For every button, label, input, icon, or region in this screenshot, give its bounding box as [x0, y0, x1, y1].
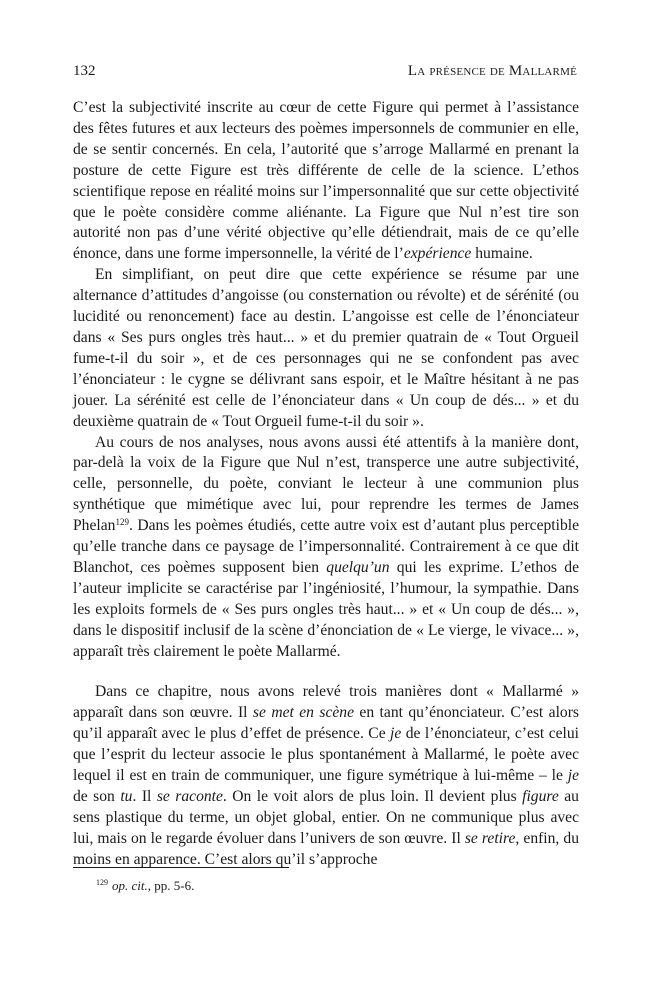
text-run: au sens plastique du terme, un objet global, entier. On ne communique plus avec lui, mais on le regarde évoluer dans l’univers de son œuvre. Il: [73, 788, 579, 847]
italic-text: op. cit.: [112, 878, 148, 893]
text-run: , enfin, du moins en apparence. C’est alors qu’il s’approche: [73, 829, 580, 868]
italic-text: je: [390, 725, 402, 743]
italic-text: quelqu’un: [326, 558, 390, 576]
footnote-reference: 129: [115, 517, 129, 528]
page-header: [73, 62, 577, 80]
footnote-text: [112, 878, 194, 893]
page-number: 132: [73, 63, 96, 79]
paragraph: [73, 98, 579, 265]
footnote-number: 129: [96, 878, 108, 887]
text-run: En simplifiant, on peut dire que cette expérience se résume par une alternance d’attitudes d’angoisse (ou consternation ou révolte) et de sérénité (ou lucidité ou renoncement) face au destin. L’angoisse est celle de l’énonciateur dans « Ses purs ongles très haut... » et du premier quatrain de « Tout Orgueil fume-t-il du soir », et de ces personnages qui ne se confondent pas avec l’énonciateur : le cygne se délivrant sans espoir, et le Maître hésitant à ne pas jouer. La sérénité est celle de l’énonciateur dans « Un coup de dés... » et du deuxième quatrain de « Tout Orgueil fume-t-il du soir ».: [73, 266, 579, 430]
italic-text: tu: [120, 788, 133, 805]
text-run: Dans ce chapitre, nous avons relevé trois manières dont « Mallarmé » apparaît dans son œuvre. Il: [73, 683, 579, 722]
italic-text: se met en scène: [252, 704, 355, 722]
paragraph: [73, 682, 579, 870]
text-run: C’est la subjectivité inscrite au cœur de cette Figure qui permet à l’assistance des fêtes futures et aux lecteurs des poèmes impersonnels de communier en elle, de se sentir concernés. En cela, l’autorité que s’arroge Mallarmé en prenant la posture de cette Figure est très différente de celle de la science. L’ethos scientifique repose en réalité moins sur l’impersonnalité que sur cette objectivité que le poète considère comme aliénante. La Figure que Nul n’est tire son autorité non pas d’une vérité objective qu’elle détiendrait, mais de ce qu’elle énonce, dans une forme impersonnelle, la vérité de l’: [73, 99, 579, 263]
text-run: , pp. 5-6.: [147, 878, 195, 893]
paragraph: [73, 265, 579, 432]
text-run: humaine.: [471, 245, 533, 263]
paragraph: [73, 433, 579, 663]
italic-text: je: [567, 767, 579, 785]
text-run: en tant qu’énonciateur. C’est alors qu’il apparaît avec le plus d’effet de présence. Ce: [73, 704, 579, 743]
text-run: Au cours de nos analyses, nous avons aussi été attentifs à la manière dont, par-delà la voix de la Figure que Nul n’est, transperce une autre subjectivité, celle, personnelle, du poète, conviant le lecteur à une communion plus synthétique que mimétique avec lui, pour reprendre les termes de James Phelan: [73, 433, 579, 535]
text-run: de l’énonciateur, c’est celui que l’esprit du lecteur associe le plus spontanément à Mallarmé, le poète avec lequel il est en train de communiquer, une figure symétrique à lui-même – le: [73, 725, 579, 785]
italic-text: se retire: [464, 829, 516, 847]
italic-text: se raconte: [156, 788, 223, 805]
running-title: La présence de Mallarmé: [407, 63, 577, 79]
footnote: [96, 878, 194, 894]
text-run: qui les exprime. L’ethos de l’auteur implicite se caractérise par l’ingéniosité, l’humour, la sympathie. Dans les exploits formels de « Ses purs ongles très haut... » et « Un coup de dés... », dans le dispositif inclusif de la scène d’énonciation de « Le vierge, le vivace... », apparaît très clairement le poète Mallarmé.: [73, 558, 579, 660]
italic-text: expérience: [403, 245, 472, 263]
text-run: de son: [73, 788, 121, 805]
text-run: . Dans les poèmes étudiés, cette autre voix est d’autant plus perceptible qu’elle tranche dans ce paysage de l’impersonnalité. Contrairement à ce que dit Blanchot, ces poèmes supposent bien: [73, 517, 579, 576]
text-run: . Il: [132, 788, 157, 805]
footnote-separator: [73, 867, 289, 868]
text-run: . On le voit alors de plus loin. Il devient plus: [222, 788, 523, 805]
italic-text: figure: [522, 788, 559, 805]
body-text: [73, 98, 579, 871]
